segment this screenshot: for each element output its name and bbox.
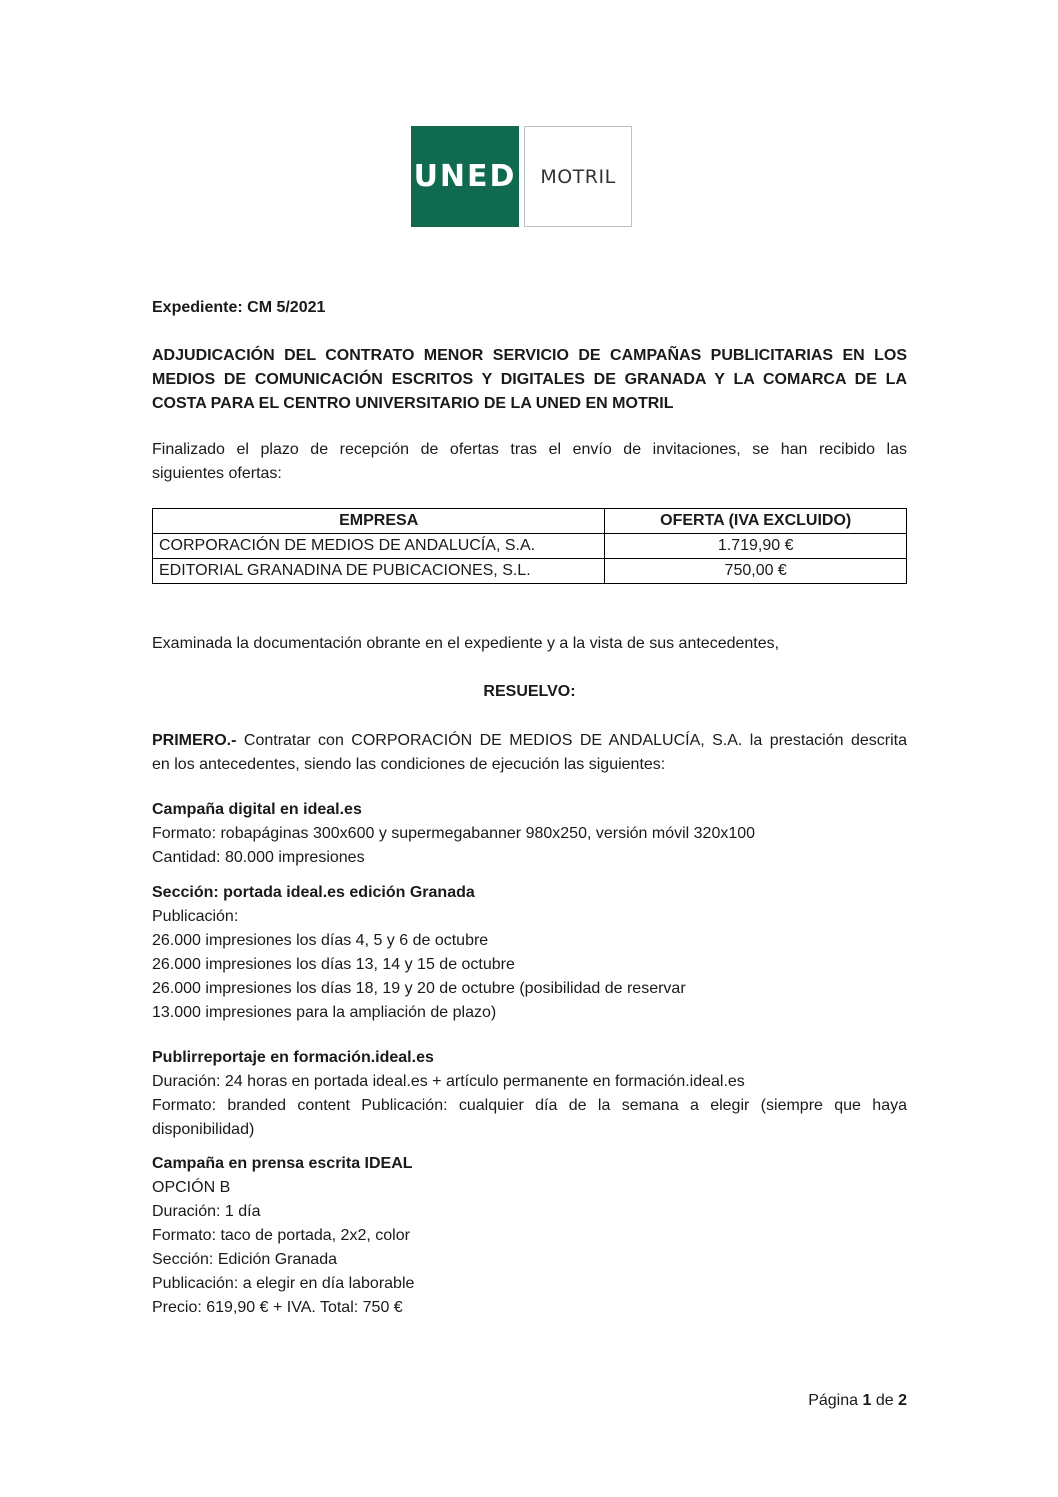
section-line: Publicación: a elegir en día laborable (152, 1275, 415, 1292)
section-line: Publicación: (152, 908, 239, 925)
section-line: Cantidad: 80.000 impresiones (152, 849, 365, 866)
primero-line-2: en los antecedentes, siendo las condiciones de ejecución las siguientes: (152, 756, 666, 773)
header-oferta: OFERTA (IVA EXCLUIDO) (605, 509, 907, 534)
section-line: Formato: branded content Publicación: cualquier día de la semana a elegir (siempre que haya (152, 1097, 907, 1114)
of-word: de (875, 1392, 894, 1409)
logo-motril-block: MOTRIL (524, 126, 632, 227)
resuelvo-heading: RESUELVO: (483, 683, 576, 700)
section-line: Formato: taco de portada, 2x2, color (152, 1227, 410, 1244)
header-empresa: EMPRESA (153, 509, 605, 534)
primero-line-1 (152, 729, 907, 753)
section-digital (152, 798, 907, 870)
logo-uned-block: UNED (411, 126, 519, 227)
table-header-row (153, 509, 907, 534)
company-name: EDITORIAL GRANADINA DE PUBICACIONES, S.L. (153, 559, 605, 584)
section-prensa (152, 1152, 907, 1320)
section-line: disponibilidad) (152, 1121, 255, 1138)
section-line: Sección: Edición Granada (152, 1251, 337, 1268)
section-heading: Campaña en prensa escrita IDEAL (152, 1155, 413, 1172)
section-line: Precio: 619,90 € + IVA. Total: 750 € (152, 1299, 403, 1316)
offer-amount: 750,00 € (605, 559, 907, 584)
company-name: CORPORACIÓN DE MEDIOS DE ANDALUCÍA, S.A. (153, 534, 605, 559)
section-publirreportaje (152, 1046, 907, 1142)
intro-line-1: Finalizado el plazo de recepción de ofertas tras el envío de invitaciones, se han recibido las (152, 441, 907, 458)
page-footer (808, 1389, 907, 1413)
examinada-paragraph: Examinada la documentación obrante en el expediente y a la vista de sus antecedentes, (152, 635, 780, 652)
table-row (153, 559, 907, 584)
intro-line-2: siguientes ofertas: (152, 465, 282, 482)
section-line: 26.000 impresiones los días 4, 5 y 6 de octubre (152, 932, 489, 949)
document-title (152, 344, 907, 416)
section-line: 26.000 impresiones los días 18, 19 y 20 de octubre (posibilidad de reservar (152, 980, 686, 997)
section-heading: Sección: portada ideal.es edición Granada (152, 884, 475, 901)
title-line-3: COSTA PARA EL CENTRO UNIVERSITARIO DE LA UNED EN MOTRIL (152, 395, 674, 412)
page-current: 1 (862, 1392, 872, 1409)
primero-paragraph (152, 729, 907, 777)
page-word: Página (808, 1392, 859, 1409)
section-heading: Publirreportaje en formación.ideal.es (152, 1049, 434, 1066)
page-total: 2 (898, 1392, 907, 1409)
title-line-2: MEDIOS DE COMUNICACIÓN ESCRITOS Y DIGITALES DE GRANADA Y LA COMARCA DE LA (152, 371, 907, 388)
primero-label: PRIMERO.- (152, 732, 237, 749)
intro-paragraph (152, 438, 907, 486)
expediente-label: Expediente: CM 5/2021 (152, 299, 326, 316)
section-line: Duración: 24 horas en portada ideal.es + artículo permanente en formación.ideal.es (152, 1073, 745, 1090)
section-portada (152, 881, 907, 1025)
offer-amount: 1.719,90 € (605, 534, 907, 559)
section-heading: Campaña digital en ideal.es (152, 801, 362, 818)
section-line: Formato: robapáginas 300x600 y supermegabanner 980x250, versión móvil 320x100 (152, 825, 756, 842)
offers-table (152, 508, 907, 584)
section-line: Duración: 1 día (152, 1203, 261, 1220)
section-line: 13.000 impresiones para la ampliación de plazo) (152, 1004, 497, 1021)
section-line: 26.000 impresiones los días 13, 14 y 15 de octubre (152, 956, 515, 973)
title-line-1: ADJUDICACIÓN DEL CONTRATO MENOR SERVICIO DE CAMPAÑAS PUBLICITARIAS EN LOS (152, 347, 907, 364)
table-row (153, 534, 907, 559)
uned-motril-logo (411, 126, 632, 227)
primero-text: Contratar con CORPORACIÓN DE MEDIOS DE ANDALUCÍA, S.A. la prestación descrita (236, 732, 907, 749)
section-line: OPCIÓN B (152, 1179, 231, 1196)
